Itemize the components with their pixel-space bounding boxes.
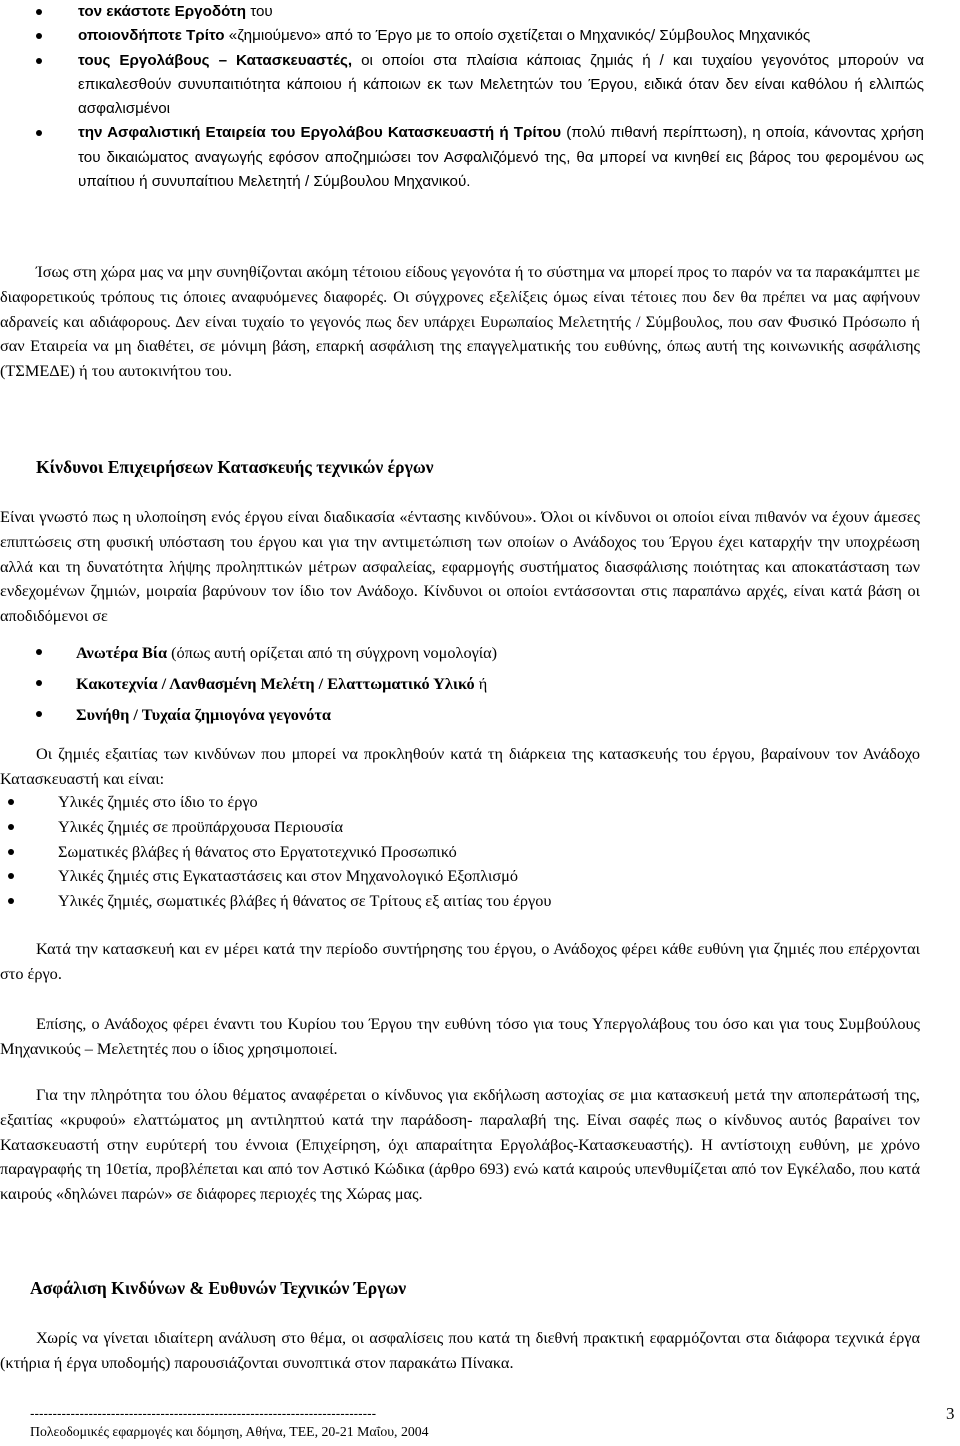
list-item: Κακοτεχνία / Λανθασμένη Μελέτη / Ελαττωματικό Υλικό ή [36, 671, 836, 696]
stakeholder-bullet-list [36, 0, 924, 194]
bullet-icon [8, 873, 14, 879]
bullet-icon [36, 680, 42, 686]
page-number: 3 [946, 1404, 955, 1423]
list-item: Υλικές ζημιές, σωματικές βλάβες ή θάνατος σε Τρίτους εξ αιτίας του έργου [0, 889, 880, 913]
risks-paragraph: Είναι γνωστό πως η υλοποίηση ενός έργου είναι διαδικασία «έντασης κινδύνου». Όλοι οι κίνδυνοι οι οποίοι είναι πιθανόν να έχουν άμεσες επιπτώσεις στη φυσική υπόσταση του έργου και για την αντιμετώπιση των οποίων ο Ανάδοχος του Έργου έχει καταρχήν την υποχρέωση αλλά και τη δυνατότητα λήψης προληπτικών μέτρων ασφαλείας, εφαρμογής συστήματος διασφάλισης ποιότητας και αποκατάσταση των ενδεχομένων ζημιών, μοιραία βαρύνουν τον ίδιο τον Ανάδοχο. Κίνδυνοι οι οποίοι εντάσσονται στις παραπάνω αρχές, είναι κατά βάση οι αποδιδόμενοι σε [0, 507, 920, 626]
list-item: οποιονδήποτε Τρίτο «ζημιούμενο» από το Έργο με το οποίο σχετίζεται ο Μηχανικός/ Σύμβουλος Μηχανικός [36, 24, 924, 48]
bullet-icon [36, 33, 42, 39]
bullet-icon [36, 130, 42, 136]
intro-paragraph: Ίσως στη χώρα μας να μην συνηθίζονται ακόμη τέτοιου είδους γεγονότα ή το σύστημα να μπορεί προς το παρόν να τα παρακάμπτει με διαφορετικούς τρόπους τις όποιες αναφυόμενες διαφορές. Οι σύγχρονες εξελίξεις όμως είναι τέτοιες που δεν θα πρέπει να μας αφήνουν αδρανείς και αδιάφορους. Δεν είναι τυχαίο το γεγονός πως δεν υπάρχει Ευρωπαίος Μελετητής / Σύμβουλος, που σαν Φυσικό Πρόσωπο ή σαν Εταιρεία να μη διαθέτει, σε μόνιμη βάση, επαρκή ασφάλιση της επαγγελματικής του ευθύνης, όπως αυτή της κοινωνικής ασφάλισης (ΤΣΜΕΔΕ) ή του αυτοκινήτου του. [0, 262, 920, 381]
list-item: Υλικές ζημιές στις Εγκαταστάσεις και στον Μηχανολογικό Εξοπλισμό [0, 864, 880, 888]
heading-construction-risks: Κίνδυνοι Επιχειρήσεων Κατασκευής τεχνικών έργων [36, 457, 434, 477]
list-item: τον εκάστοτε Εργοδότη του [36, 0, 924, 24]
list-item: Συνήθη / Τυχαία ζημιογόνα γεγονότα [36, 702, 836, 727]
bullet-icon [8, 898, 14, 904]
list-item: Υλικές ζημιές στο ίδιο το έργο [0, 790, 880, 814]
list-item: τους Εργολάβους – Κατασκευαστές, οι οποίοι στα πλαίσια κάποιας ζημιάς ή / και τυχαίου γεγονότος μπορούν να επικαλεσθούν συνυπαιτιότητα κάποιου ή κάποιων εκ των Μελετητών του Έργου, ειδικά όταν δεν είναι καθόλου ή ελλιπώς ασφαλισμένοι [36, 49, 924, 122]
damage-types-list [0, 790, 880, 914]
bullet-icon [8, 824, 14, 830]
footer-separator: ----------------------------------------------------------------------------- [30, 1406, 377, 1421]
bullet-icon [8, 849, 14, 855]
list-item: την Ασφαλιστική Εταιρεία του Εργολάβου Κατασκευαστή ή Τρίτου (πολύ πιθανή περίπτωση), η οποία, κάνοντας χρήση του δικαιώματος αναγωγής εφόσον αποζημιώσει τον Ασφαλιζόμενό της, θα μπορεί να κινηθεί εις βάρος του φερομένου ως υπαίτιου ή συνυπαίτιου Μελετητή / Σύμβουλου Μηχανικού. [36, 121, 924, 194]
construction-responsibility-paragraph: Κατά την κατασκευή και εν μέρει κατά την περίοδο συντήρησης του έργου, ο Ανάδοχος φέρει κάθε ευθύνη για ζημιές που επέρχονται στο έργο. [0, 939, 920, 983]
insurance-paragraph: Χωρίς να γίνεται ιδιαίτερη ανάλυση στο θέμα, οι ασφαλίσεις που κατά τη διεθνή πρακτική εφαρμόζονται στα διάφορα τεχνικά έργα (κτήρια ή έργα υποδομής) παρουσιάζονται συνοπτικά στον παρακάτω Πίνακα. [0, 1328, 920, 1372]
list-item: Ανωτέρα Βία (όπως αυτή ορίζεται από τη σύγχρονη νομολογία) [36, 640, 836, 665]
footer-citation: Πολεοδομικές εφαρμογές και δόμηση, Αθήνα, ΤΕΕ, 20-21 Μαΐου, 2004 [30, 1424, 429, 1439]
list-item: Σωματικές βλάβες ή θάνατος στο Εργατοτεχνικό Προσωπικό [0, 840, 880, 864]
bullet-icon [8, 799, 14, 805]
bullet-icon [36, 711, 42, 717]
damages-paragraph: Οι ζημιές εξαιτίας των κινδύνων που μπορεί να προκληθούν κατά τη διάρκεια της κατασκευής του έργου, βαραίνουν τον Ανάδοχο Κατασκευαστή και είναι: [0, 744, 920, 788]
bullet-icon [36, 9, 42, 15]
risk-causes-list [36, 640, 836, 733]
owner-responsibility-paragraph: Επίσης, ο Ανάδοχος φέρει έναντι του Κυρίου του Έργου την ευθύνη τόσο για τους Υπεργολάβους του όσο και για τους Συμβούλους Μηχανικούς – Μελετητές που ο ίδιος χρησιμοποιεί. [0, 1014, 920, 1058]
list-item: Υλικές ζημιές σε προϋπάρχουσα Περιουσία [0, 815, 880, 839]
completeness-paragraph: Για την πληρότητα του όλου θέματος αναφέρεται ο κίνδυνος για εκδήλωση αστοχίας σε μια κατασκευή μετά την αποπεράτωσή της, εξαιτίας «κρυφού» ελαττώματος μη αντιληπτού κατά την παράδοση- παραλαβή της. Είναι σαφές πως ο κίνδυνος αυτός βαραίνει τον Κατασκευαστή στην ευρύτερή του έννοια (Επιχείρηση, όχι απαραίτητα Εργολάβος-Κατασκευαστής). Η αντίστοιχη ευθύνη, με χρόνο παραγραφής τη 10ετία, προβλέπεται και από τον Αστικό Κώδικα (άρθρο 693) ενώ κατά καιρούς υπενθυμίζεται από τον Εγκέλαδο, που κατά καιρούς «δηλώνει παρών» σε διάφορες περιοχές της Χώρας μας. [0, 1085, 920, 1204]
heading-insurance: Ασφάλιση Κινδύνων & Ευθυνών Τεχνικών Έργων [30, 1278, 407, 1298]
bullet-icon [36, 649, 42, 655]
bullet-icon [36, 58, 42, 64]
